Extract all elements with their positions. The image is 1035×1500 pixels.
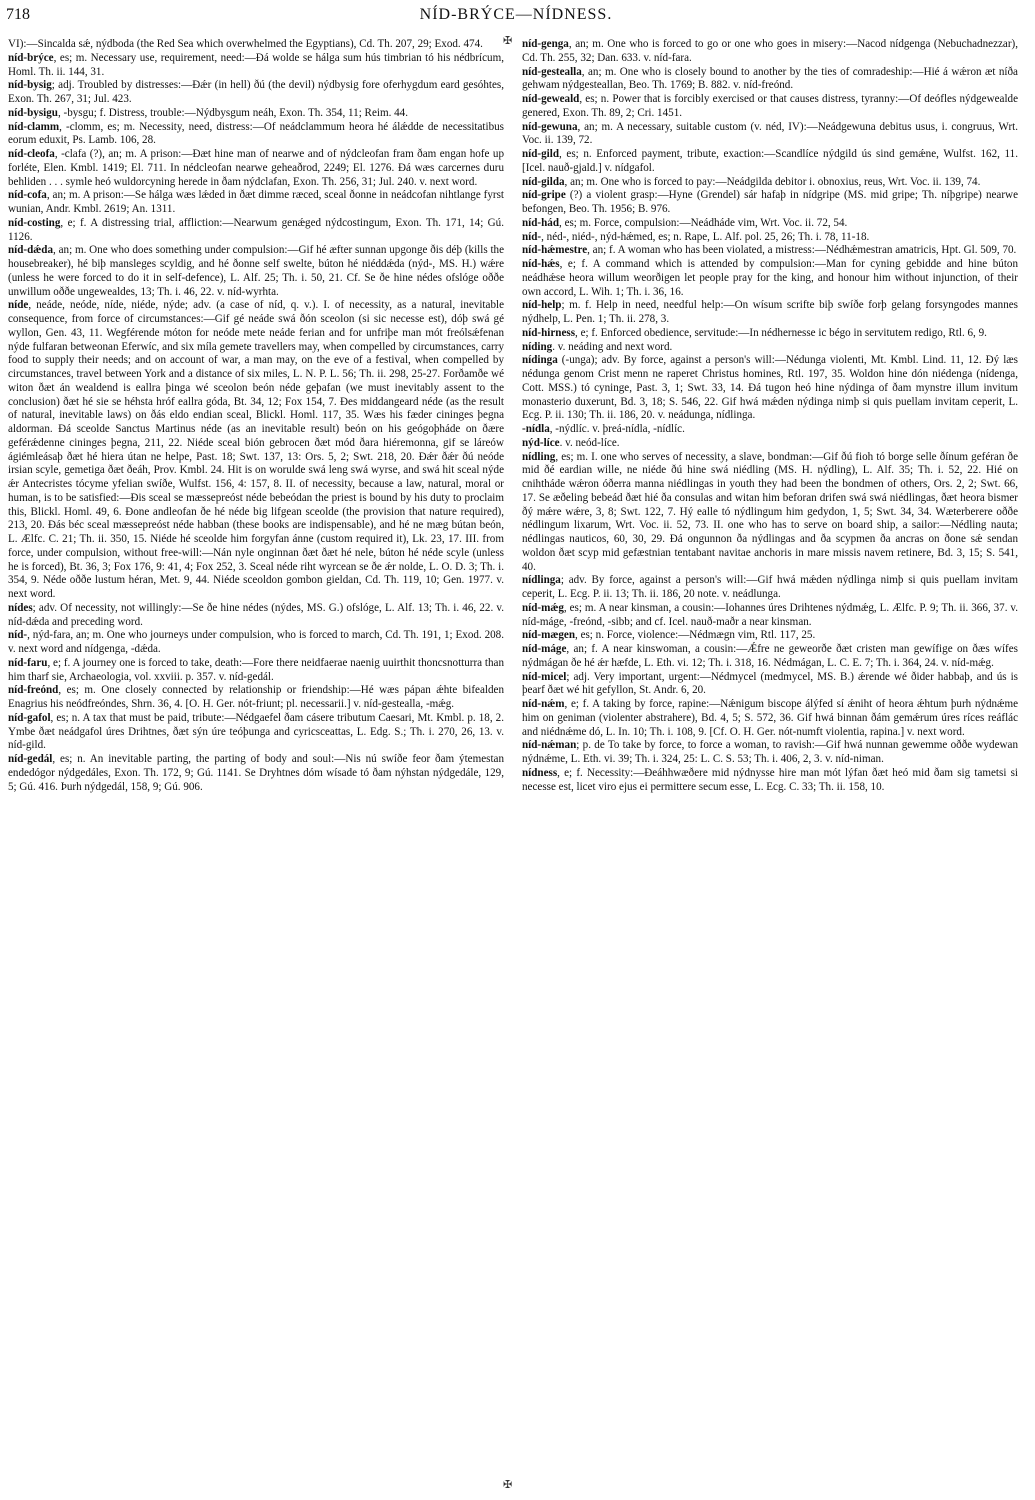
dictionary-entry [522, 629, 1018, 643]
dictionary-entry [522, 739, 1018, 767]
dictionary-entry [522, 698, 1018, 739]
dictionary-entry [522, 231, 1018, 245]
entry-definition: , es; n. Power that is forcibly exercised or that causes distress, tyranny:—Of deófles nýdgewealde genered, Exon. Th. 89, 2; Cri. 1451. [522, 93, 1018, 119]
dictionary-entry [8, 79, 504, 107]
entry-headword: níd-mægen [522, 629, 576, 642]
entry-headword: níd-mǽg [522, 601, 564, 614]
dictionary-entry [8, 244, 504, 299]
entry-definition: , es; m. Necessary use, requirement, need:—Ðá wolde se hálga sum hús timbrian tó his nédbrícum, Homl. Th. ii. 144, 31. [8, 51, 504, 78]
dictionary-entry [8, 148, 504, 189]
page-number: 718 [6, 6, 30, 23]
dictionary-entry [522, 66, 1018, 94]
entry-definition: . v. neód-líce. [559, 436, 620, 449]
entry-headword: níd-nǽm [522, 698, 565, 710]
entry-headword: níd-genga [522, 38, 569, 50]
entry-headword: níd-gafol [8, 711, 51, 724]
left-column [8, 38, 504, 794]
entry-headword: nídling [522, 450, 556, 463]
entry-definition: , -clafa (?), an; m. A prison:—Ðæt hine man of nearwe and of nýdcleofan fram ðam engan hofe up forléte, Elen. Kmbl. 1419; El. 711. In nédcleofan nearwe geheaðrod, 2249; El. 1276. Ðá wæs carcernes duru behliden . . . symle heó wuldorcyning herede in ðam nýdclafan, Exon. Th. 256, 31; Jul. 240. v. next word. [8, 148, 504, 188]
entry-definition: , es; n. Enforced payment, tribute, exaction:—Scandlíce nýdgild ús sind gemǽne, Wulfst. 162, 11. [Icel. nauð-gjald.] v. nídgafol. [522, 148, 1018, 174]
entry-definition: , an; m. One who is forced to pay:—Neádgilda debitor i. obnoxius, reus, Wrt. Voc. ii. 139, 74. [564, 175, 981, 188]
entry-definition: , es; m. Force, compulsion:—Neádháde vim, Wrt. Voc. ii. 72, 54. [559, 216, 848, 229]
entry-definition: ; adj. Very important, urgent:—Nédmycel (medmycel, MS. B.) ǽrende wé ðider habbaþ, and ús is þearf ðæt wé hit gefyllon, St. Andr. 6, 20. [522, 670, 1018, 697]
dictionary-entry [522, 354, 1018, 423]
entry-headword: níd-micel [522, 670, 567, 683]
entry-definition: ; m. f. Help in need, needful help:—On wísum scrifte biþ swíðe forþ gelang forsyngodes mannes nýdhelp, L. Pen. 1; Th. ii. 278, 3. [522, 299, 1018, 325]
entry-headword: níd-gripe [522, 189, 566, 202]
entry-definition: , an; m. One who is forced to go or one who goes in misery:—Nacod nídgenga (Nebuchadnezzar), Cd. Th. 255, 32; Dan. 633. v. níd-fara. [522, 38, 1018, 64]
entry-headword: níd-gedál [8, 753, 53, 765]
entry-definition: , an; f. A woman who has been violated, a mistress:—Nédhǽmestran amatricis, Hpt. Gl. 509, 70. [587, 244, 1017, 257]
entry-headword: níd- [8, 629, 28, 642]
dictionary-entry [522, 244, 1018, 258]
dictionary-entry [8, 299, 504, 602]
entry-headword: nídinga [522, 354, 558, 367]
dictionary-entry [8, 52, 504, 80]
dictionary-entry [522, 299, 1018, 327]
entry-headword: níde [8, 299, 29, 312]
entry-headword: nídlinga [522, 574, 561, 587]
entry-definition: , an; f. A near kinswoman, a cousin:—Ǽfre ne geweorðe ðæt cristen man gewífige on ðæs wífes nýdmágan ðe hé ǽr hæfde, L. Eth. vi. 12; Th. i. 318, 16. Nédmágan, L. C. E. 7; Th. i. 364, 24. v. níd-mǽg. [522, 643, 1018, 669]
entry-definition: , e; f. A taking by force, rapine:—Nǽnigum biscope álýfed sí ǽniht of heora ǽhtum þurh nýdnǽme him on geniman (violenter abstrahere), Bd. 4, 5; S. 572, 36. Gif hwá binnan ðám gemǽrum úres ríces reáflác and niédnǽme dó, L. In. 10; Th. i. 108, 9. [Cf. O. H. Ger. nót-numft violentia, rapina.] v. next word. [522, 698, 1018, 738]
dictionary-entry [8, 121, 504, 149]
dictionary-entry [8, 657, 504, 685]
entry-definition: , e; f. Necessity:—Ðeáhhwæðere mid nýdnysse hire man mót lýfan ðæt heó mid ðam sig tametsi si necesse est, licet viro ejus ei permittere secum esse, L. Ecg. C. 33; Th. ii. 158, 10. [522, 766, 1018, 793]
dictionary-entry [8, 629, 504, 657]
entry-definition: ; adv. By force, against a person's will:—Gif hwá mǽden nýdlinga nimþ si quis puellam invitam ceperit, L. Ecg. P. ii. 13; Th. ii. 186, 20 note. v. neádlunga. [522, 574, 1018, 600]
dictionary-entry [522, 176, 1018, 190]
entry-definition: , es; m. One closely connected by relationship or friendship:—Hé wæs pápan ǽhte bifealden Enagrius his neódfreóndes, Shrn. 36, 4. [O. H. Ger. nót-friunt; pl. necessarii.] v. níd-gestealla, -mǽg. [8, 684, 504, 710]
entry-definition: , es; n. Force, violence:—Nédmægn vim, Rtl. 117, 25. [575, 629, 816, 642]
dictionary-entry [522, 38, 1018, 66]
dictionary-entry [8, 217, 504, 245]
entry-definition: , nýd-fara, an; m. One who journeys under compulsion, who is forced to march, Cd. Th. 191, 1; Exod. 208. v. next word and nídgenga, -dǽda. [8, 629, 504, 655]
dictionary-entry [522, 217, 1018, 231]
entry-definition: ; p. de To take by force, to force a woman, to ravish:—Gif hwá nunnan gewemme oððe wydewan nýdnǽme, L. Eth. vi. 39; Th. i. 324, 25: L. C. S. 53; Th. i. 406, 2, 3. v. níd-niman. [522, 739, 1018, 765]
entry-headword: nídness [522, 766, 558, 779]
entry-headword: níd-faru [8, 656, 48, 669]
entry-headword: níd-costing [8, 216, 61, 229]
dictionary-entry [522, 671, 1018, 699]
entry-headword: níd-clamm [8, 120, 60, 133]
dictionary-entry [522, 574, 1018, 602]
gutter-ornament-icon: ✠ [503, 35, 513, 47]
dictionary-entry [522, 121, 1018, 149]
entry-headword: níd-hǽs [522, 258, 560, 270]
running-head: NÍD-BRÝCE—NÍDNESS. [419, 6, 613, 23]
entry-headword: nídes [8, 601, 33, 614]
entry-headword: níd-bysig [8, 79, 52, 92]
entry-headword: níd-geweald [522, 93, 580, 105]
entry-headword: níd-brýce [8, 51, 54, 64]
entry-headword: níd-nǽman [522, 739, 577, 752]
entry-definition: ; adj. Troubled by distresses:—Ðǽr (in hell) ðú (the devil) nýdbysig fore oferhygdum eard gesóhtes, Exon. Th. 267, 31; Jul. 423. [8, 79, 504, 105]
entry-definition: , es; m. A near kinsman, a cousin:—Iohannes úres Drihtenes nýdmǽg, L. Ælfc. P. 9; Th. ii. 366, 37. v. níd-máge, -freónd, -sibb; and cf. Icel. nauð-maðr a near kinsman. [522, 601, 1018, 628]
dictionary-entry [8, 602, 504, 630]
dictionary-entry [522, 189, 1018, 217]
entry-headword: -nídla [522, 423, 550, 435]
entry-headword: níding [522, 340, 553, 353]
entry-definition: (-unga); adv. By force, against a person's will:—Nédunga violenti, Mt. Kmbl. Lind. 11, 12. Ðý læs nédunga genom Crist menn ne raperet Christus homines, Rtl. 197, 35. Woldon hine dón niédenga (nídenga, Cott. MSS.) tó cyninge, Past. 3, 1; Swt. 33, 14. Ðá tugon heó hine nýdinga of ðam mynstre illum invitum monasterio duxerunt, Bd. 3, 18; S. 546, 22. Gif hwá mǽden nýdinga nimþ si quis puellam invitam ceperit, L. Ecg. P. ii. 130; Th. ii. 186, 20. v. neádunga, nídlinga. [522, 354, 1018, 422]
entry-headword: níd-freónd [8, 684, 59, 697]
entry-definition: , -bysgu; f. Distress, trouble:—Nýdbysgum neáh, Exon. Th. 354, 11; Reim. 44. [57, 106, 408, 119]
dictionary-entry [522, 602, 1018, 630]
entry-definition: , e; f. A journey one is forced to take, death:—Fore there neidfaerae naenig uuirthit thoncsnotturra than him tharf sie, Archaeologia, vol. xxviii. p. 357. v. níd-gedál. [8, 656, 504, 683]
right-column [522, 38, 1018, 794]
dictionary-entry [8, 189, 504, 217]
dictionary-entry [8, 38, 504, 52]
entry-definition: , -nýdlíc. v. þreá-nídla, -nídlíc. [549, 423, 685, 435]
entry-definition: , es; n. An inevitable parting, the parting of body and soul:—Nis nú swíðe feor ðam ýtemestan endedógor nýdgedáles, Exon. Th. 172, 9; Gú. 1141. Se Dryhtnes dóm wísade tó ðam nýhstan nýdgedále, 129, 5; Gú. 416. Þurh nýdgedál, 158, 9; Gú. 906. [8, 753, 504, 793]
entry-definition: , néd-, niéd-, nýd-hǽmed, es; n. Rape, L. Alf. pol. 25, 26; Th. i. 78, 11-18. [541, 230, 870, 243]
dictionary-entry [522, 327, 1018, 341]
dictionary-entry [522, 451, 1018, 575]
entry-definition: , -clomm, es; m. Necessity, need, distress:—Of neádclammum heora hé álǽdde de necessitatibus eorum eduxit, Ps. Lamb. 106, 28. [8, 120, 504, 147]
dictionary-entry [522, 423, 1018, 437]
entry-headword: níd-dǽda [8, 244, 54, 257]
dictionary-entry [522, 767, 1018, 795]
entry-definition: , an; m. One who does something under compulsion:—Gif hé æfter sunnan upgonge ðis déþ (kills the housebreaker), hé biþ mansleges scyldig, and hé ðonne self swelte, búton hé niéddǽda (nýd-, MS. H.) wǽre (unless he were forced to do it in self-defence), L. Alf. 25; Th. i. 50, 21. Cf. Se ðe hine nédes ofslóge oððe unwillum oððe ungewealdes, 13; Th. i. 46, 22. v. níd-wyrhta. [8, 244, 504, 298]
entry-headword: níd-hǽmestre [522, 244, 588, 257]
entry-definition: (?) a violent grasp:—Hyne (Grendel) sár hafaþ in nídgripe (MS. mid gripe; Th. níþgripe) nearwe befongen, Beo. Th. 1956; B. 976. [522, 189, 1018, 215]
dictionary-entry [522, 643, 1018, 671]
entry-headword: níd-gewuna [522, 120, 578, 133]
entry-headword: níd-cleofa [8, 148, 55, 160]
page-header [6, 4, 1026, 30]
entry-headword: níd-gilda [522, 175, 565, 188]
dictionary-entry [522, 258, 1018, 299]
entry-definition: , es; m. I. one who serves of necessity, a slave, bondman:—Gif ðú fioh tó borge selle ðínum geféran ðe mid ðé eardian wille, ne niéde ðú hine swá niédling (MS. H. nýdling), L. Alf. 35; Th. i. 52, 22. Hié on cnihtháde wǽron óðerra manna niédlingas in youth they had been the bondmen of others, Ors. 2, 2; Swt. 66, 17. Se æðeling bebeád ðæt hié ða consulas and witan him beforan drifen swá swá niédlingas, ðæt heora bismer ðý mǽre wǽre, 3, 8; Swt. 122, 7. Hý ealle tó nýdlingum him gedydon, 1, 5; Swt. 34, 34. Wæterberere oððe nédlingum lixarum, Wrt. Voc. ii. 52, 73. II. one who has to serve on board ship, a sailor:—Nédling nauta; nédlingas nauticos, 60, 30, 29. Ðá ongunnon ða nýdlingas and ða scypmen ða ancras on ðone sǽ sendan woldon ðæt scyp mid gefæstnian tentabant navitae anchoris in mare missis navem retinere, Bd. 3, 15; S. 541, 40. [522, 450, 1018, 573]
gutter-ornament-bottom-icon: ✠ [503, 1479, 513, 1491]
dictionary-entry [8, 753, 504, 794]
entry-headword: níd-máge [522, 643, 567, 655]
dictionary-entry [522, 148, 1018, 176]
entry-headword: níd-help [522, 299, 562, 312]
entry-definition: , e; f. A distressing trial, affliction:—Nearwum genǽged nýdcostingum, Exon. Th. 171, 14; Gú. 1126. [8, 216, 504, 243]
entry-headword: níd-gild [522, 148, 559, 160]
entry-headword: níd-bysigu [8, 106, 58, 119]
dictionary-entry [8, 712, 504, 753]
entry-definition: , an; m. A prison:—Se hálga wæs lǽded in ðæt dimme ræced, sceal ðonne in neádcofan nihtlange fyrst wunian, Andr. Kmbl. 2619; An. 1311. [8, 189, 504, 215]
entry-headword: níd-cofa [8, 189, 47, 202]
entry-headword: níd-hád [522, 216, 560, 229]
dictionary-entry [522, 93, 1018, 121]
dictionary-entry [522, 341, 1018, 355]
entry-headword: níd- [522, 230, 542, 243]
entry-definition: , neáde, neóde, níde, niéde, nýde; adv. (a case of níd, q. v.). I. of necessity, as a natural, inevitable consequence, from force of circumstances:—Gif gé neáde swá ðón sceolon (si sic necesse est), dóþ swá gé wyllon, Gen. 43, 11. Wegférende móton for neóde mete neáde ferian and for unfriþe man mót freólsǽfenan nýde fulfaran betweonan Eferwíc, and six míla gemete travellers may, when compelled by circumstances, carry food to supply their needs; and on account of war, a man may, on the eve of a festival, when compelled by circumstances, travel between York and a distance of six miles, L. N. P. L. 56; Th. ii. 298, 25-27. Forðamðe wé witon ðæt án wealdend is eallra þinga wé sceolon beón néde geþafan (we must inevitably assent to the conclusion) ðæt hé sie se héhsta hróf eallra góda, Bt. 34, 12; Fox 154, 7. Ðes middangeard néde (as the result of natural, inevitable laws) on ðás eldo endian sceal, Blickl. Homl. 117, 35. Wæs his fæder cininges þegna aldorman. Ðá sceolde Sanctus Martinus néde (as an inevitable result) beón on his geógoþháde on ðære geférǽdenne cininges þegna, 211, 22. Niéde sceal bión gebrocen ðæt mód ðara hiéremonna, gif se láreów ágiémleásaþ ðæt hé hiera útan ne helpe, Past. 18; Swt. 137, 13: Ors. 5, 2; Swt. 218, 20. Ðǽr ðǽr ðú neóde irsian scyle, gemetiga ðæt ðeáh, Prov. Kmbl. 24. Hit is on worulde swá leng swá wyrse, and swá hit sceal nýde ǽr Antecristes tócyme yfelian swíðe, Wulfst. 156, 4: 157, 8. II. of necessity, because a law, natural, moral or human, is to be satisfied:—Ðis sceal se mæssepreóst néde bebeódan the priest is bound by his duty to proclaim this, Blickl. Homl. 49, 6. Ðone andleofan ðe hé néde big lifgean sceolde (the provision that nature required), 213, 20. Ðás béc sceal mæssepreóst néde habban (these books are indispensable), and hé ne mæg bútan beón, L. Ælfc. C. 21; Th. ii. 350, 15. Niéde hé sceolde him forgyfan ánne (custom required it), Lk. 23, 17. III. from force, under compulsion, without free-will:—Nán nyle onginnan ðæt ðæt hé nele, búton hé néde scyle (unless he is forced), Bt. 36, 3; Fox 176, 9: 41, 4; Fox 252, 3. Sceal néde riht wyrcean se ðe ǽr nolde, L. O. D. 3; Th. i. 354, 9. Néde oððe lustum héran, Met. 9, 44. Niéde sceoldon gombon gieldan, Cd. Th. 119, 10; Gen. 1977. v. next word. [8, 299, 504, 600]
dictionary-entry [522, 437, 1018, 451]
entry-definition: VI):—Sincalda sǽ, nýdboda (the Red Sea which overwhelmed the Egyptians), Cd. Th. 207, 29; Exod. 474. [8, 38, 483, 50]
entry-definition: , an; m. One who is closely bound to another by the ties of comradeship:—Hié á wǽron æt níða gehwam nýdgesteallan, Beo. Th. 1769; B. 882. v. níd-freónd. [522, 65, 1018, 92]
dictionary-entry [8, 107, 504, 121]
entry-definition: , e; f. A command which is attended by compulsion:—Man for cyning gebidde and hine búton neádhǽse heora willum weorðigen let people pray for the king, and honour him without injunction, of their own accord, L. Wih. 1; Th. i. 36, 16. [522, 258, 1018, 298]
entry-definition: ; adv. Of necessity, not willingly:—Se ðe hine nédes (nýdes, MS. G.) ofslóge, L. Alf. 13; Th. i. 46, 22. v. níd-dǽda and preceding word. [8, 601, 504, 628]
entry-headword: nýd-líce [522, 436, 560, 449]
entry-definition: , an; m. A necessary, suitable custom (v. néd, IV):—Neádgewuna debitus usus, i. congruus, Wrt. Voc. ii. 139, 72. [522, 120, 1018, 147]
entry-definition: , e; f. Enforced obedience, servitude:—In nédhernesse ic bégo in servitutem redigo, Rtl. 6, 9. [575, 326, 987, 339]
entry-definition: , es; n. A tax that must be paid, tribute:—Nédgaefel ðam cásere tributum Caesari, Mt. Kmbl. p. 18, 2. Ymbe ðæt neádgafol úres Drihtnes, ðæt sýn úre teóþunga and cyricsceattas, L. Edg. S.; Th. i. 270, 26, 13. v. níd-gild. [8, 711, 504, 752]
entry-headword: níd-gestealla [522, 65, 582, 78]
entry-definition: . v. neáding and next word. [552, 340, 673, 353]
dictionary-entry [8, 684, 504, 712]
entry-headword: níd-hirness [522, 326, 576, 339]
